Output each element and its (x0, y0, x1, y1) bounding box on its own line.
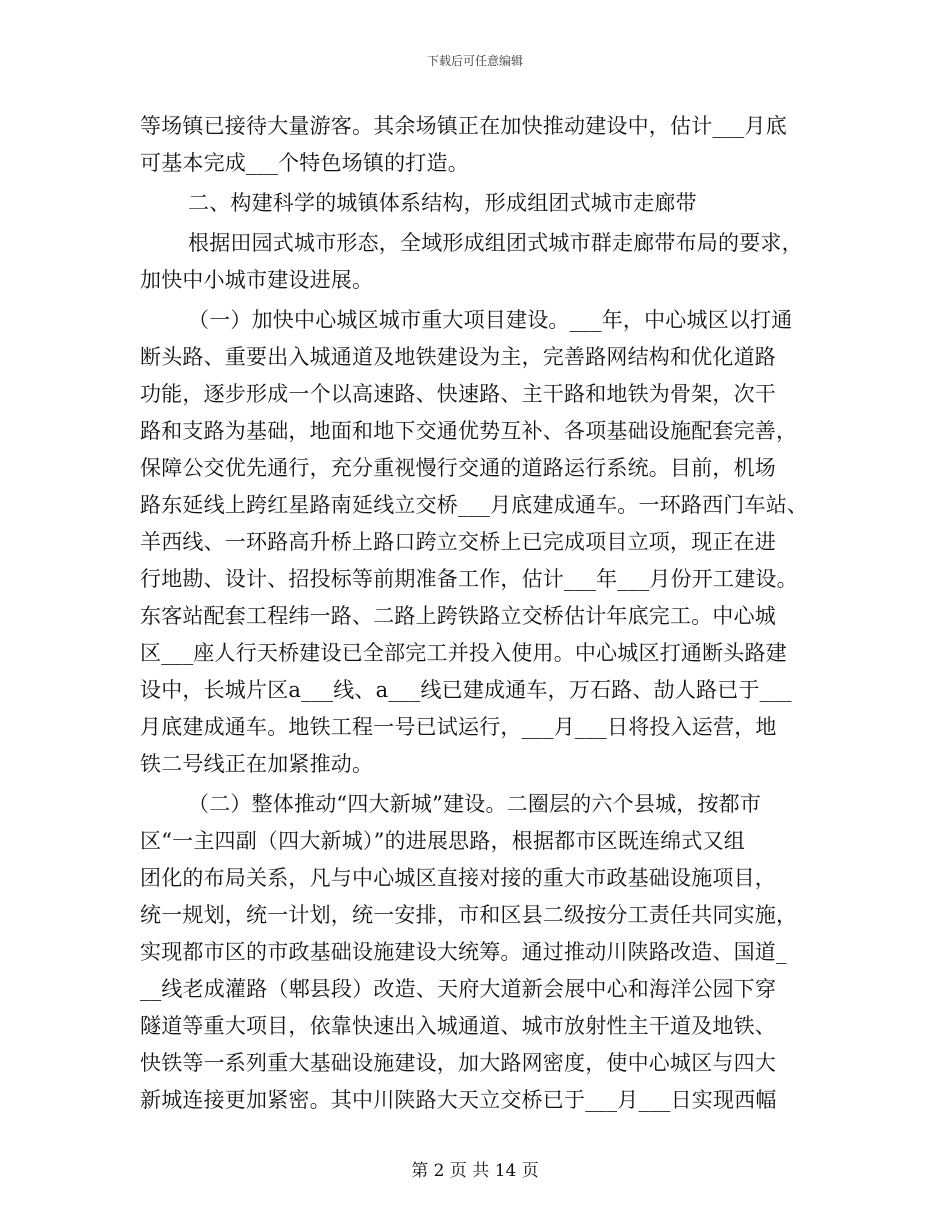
text-line: 铁二号线正在加紧推动。 (140, 752, 374, 776)
text-line: 根据田园式城市形态，全域形成组团式城市群走廊带布局的要求， (188, 231, 803, 255)
text-line: 可基本完成___个特色场镇的打造。 (140, 151, 469, 175)
text-line: 功能，逐步形成一个以高速路、快速路、主干路和地铁为骨架，次干 (140, 382, 776, 406)
text-line: 新城连接更加紧密。其中川陕路大天立交桥已于___月___日实现西幅 (140, 1088, 777, 1112)
text-line: （一）加快中心城区城市重大项目建设。___年，中心城区以打通 (188, 308, 793, 332)
document-body (140, 108, 820, 1119)
text-line: 保障公交优先通行，充分重视慢行交通的道路运行系统。目前，机场 (140, 456, 776, 480)
text-line: 加快中小城市建设进展。 (140, 268, 374, 292)
text-line: 区“一主四副（四大新城）”的进展思路，根据都市区既连绵式又组 (140, 829, 745, 853)
text-line: 行地勘、设计、招投标等前期准备工作，估计___年___月份开工建设。 (140, 567, 798, 591)
text-line: 二、构建科学的城镇体系结构，形成组团式城市走廊带 (188, 191, 697, 215)
text-line: 统一规划，统一计划，统一安排，市和区县二级按分工责任共同实施， (140, 903, 798, 927)
page-footer: 第 2 页 共 14 页 (411, 1161, 539, 1181)
text-line: __线老成灌路（郫县段）改造、天府大道新会展中心和海洋公园下穿 (140, 977, 777, 1001)
text-line: 路东延线上跨红星路南延线立交桥___月底建成通车。一环路西门车站、 (140, 493, 809, 517)
text-line: 等场镇已接待大量游客。其余场镇正在加快推动建设中，估计___月底 (140, 114, 787, 138)
text-line: 月底建成通车。地铁工程一号已试运行，___月___日将投入运营，地 (140, 715, 777, 739)
text-line: 区___座人行天桥建设已全部完工并投入使用。中心城区打通断头路建 (140, 641, 787, 665)
text-line: 羊西线、一环路高升桥上路口跨立交桥上已完成项目立项，现正在进 (140, 530, 776, 554)
text-line: 团化的布局关系，凡与中心城区直接对接的重大市政基础设施项目， (140, 866, 776, 890)
text-line: 断头路、重要出入城通道及地铁建设为主，完善路网结构和优化道路 (140, 345, 776, 369)
text-line: （二）整体推动“四大新城”建设。二圈层的六个县城，按都市 (188, 792, 762, 816)
text-line: 东客站配套工程纬一路、二路上跨铁路立交桥估计年底完工。中心城 (140, 604, 776, 628)
text-line: 实现都市区的市政基础设施建设大统筹。通过推动川陕路改造、国道_ (140, 940, 787, 964)
page-header: 下载后可任意编辑 (426, 54, 523, 68)
text-line: 设中，长城片区a___线、a___线已建成通车，万石路、劼人路已于___ (140, 678, 792, 702)
text-line: 快铁等一系列重大基础设施建设，加大路网密度，使中心城区与四大 (140, 1051, 776, 1075)
text-line: 隧道等重大项目，依靠快速出入城通道、城市放射性主干道及地铁、 (140, 1014, 776, 1038)
text-line: 路和支路为基础，地面和地下交通优势互补、各项基础设施配套完善， (140, 419, 798, 443)
